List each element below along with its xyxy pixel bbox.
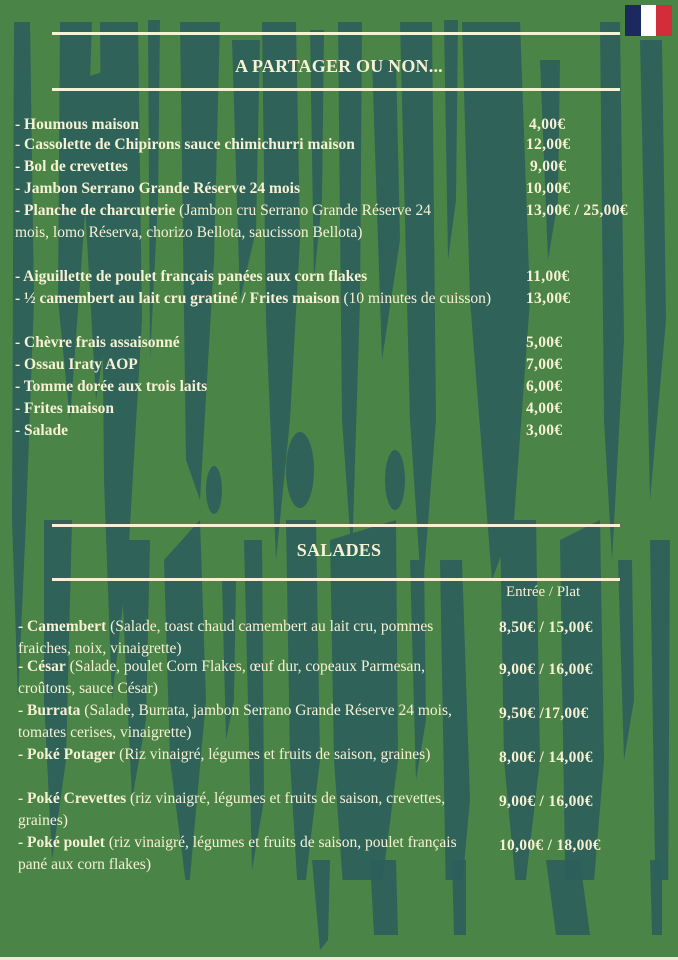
menu-item-tomme: - Tomme dorée aux trois laits xyxy=(15,378,208,395)
price-poke-crevettes: 9,00€ / 16,00€ xyxy=(499,793,593,810)
menu-item-aiguillette: - Aiguillette de poulet français panées aux corn flakes xyxy=(15,268,368,285)
price-salade-cesar: 9,00€ / 16,00€ xyxy=(499,661,593,678)
section-divider-bottom xyxy=(52,88,620,91)
section-title-salades: SALADES xyxy=(296,540,382,560)
menu-item-chevre: - Chèvre frais assaisonné xyxy=(15,334,180,351)
price-chevre: 5,00€ xyxy=(526,334,563,351)
section-divider-bottom xyxy=(52,578,620,581)
menu-item-salade-burrata: - Burrata (Salade, Burrata, jambon Serrano Grande Réserve 24 mois, tomates cerises, vinaigrette) xyxy=(18,702,452,741)
flag-stripe-white xyxy=(641,5,657,36)
section-divider-top xyxy=(52,32,620,35)
menu-item-poke-crevettes: - Poké Crevettes (riz vinaigré, légumes et fruits de saison, crevettes, graines) xyxy=(18,790,446,829)
price-camembert-gratine: 13,00€ xyxy=(526,290,571,307)
menu-item-jambon: - Jambon Serrano Grande Réserve 24 mois xyxy=(15,180,300,197)
price-poke-potager: 8,00€ / 14,00€ xyxy=(499,749,593,766)
price-salade: 3,00€ xyxy=(526,422,563,439)
price-tomme: 6,00€ xyxy=(526,378,563,395)
price-ossau-iraty: 7,00€ xyxy=(526,356,563,373)
price-salade-burrata: 9,50€ /17,00€ xyxy=(499,705,589,722)
menu-item-camembert-gratine: - ½ camembert au lait cru gratiné / Frites maison (10 minutes de cuisson) xyxy=(15,290,492,307)
price-chipirons: 12,00€ xyxy=(526,136,571,153)
price-column-header: Entrée / Plat xyxy=(506,584,581,600)
price-frites: 4,00€ xyxy=(526,400,563,417)
menu-item-houmous: - Houmous maison xyxy=(15,116,140,133)
flag-stripe-blue xyxy=(625,5,641,36)
menu-item-frites: - Frites maison xyxy=(15,400,115,417)
price-aiguillette: 11,00€ xyxy=(526,268,570,285)
price-planche: 13,00€ / 25,00€ xyxy=(526,202,628,219)
menu-item-poke-potager: - Poké Potager (Riz vinaigré, légumes et fruits de saison, graines) xyxy=(18,746,431,763)
menu-item-crevettes: - Bol de crevettes xyxy=(15,158,128,175)
menu-item-chipirons: - Cassolette de Chipirons sauce chimichurri maison xyxy=(15,136,355,153)
flag-stripe-red xyxy=(656,5,672,36)
section-title-partager: A PARTAGER OU NON... xyxy=(235,56,443,76)
menu-item-planche: - Planche de charcuterie (Jambon cru Serrano Grande Réserve 24 mois, lomo Réserva, chorizo Bellota, saucisson Bellota) xyxy=(15,202,431,241)
menu-item-ossau-iraty: - Ossau Iraty AOP xyxy=(15,356,138,373)
menu-item-salade-camembert: - Camembert (Salade, toast chaud camembert au lait cru, pommes fraiches, noix, vinaigrette) xyxy=(18,618,434,657)
section-divider-top xyxy=(52,524,620,527)
price-crevettes: 9,00€ xyxy=(530,158,567,175)
price-salade-camembert: 8,50€ / 15,00€ xyxy=(499,619,593,636)
menu-item-salade-cesar: - César (Salade, poulet Corn Flakes, œuf dur, copeaux Parmesan, croûtons, sauce César) xyxy=(18,658,426,697)
price-jambon: 10,00€ xyxy=(526,180,571,197)
menu-item-poke-poulet: - Poké poulet (riz vinaigré, légumes et fruits de saison, poulet français pané aux corn flakes) xyxy=(18,834,457,873)
france-flag-icon[interactable] xyxy=(625,5,672,36)
price-houmous: 4,00€ xyxy=(529,116,566,133)
menu-item-salade: - Salade xyxy=(15,422,68,439)
price-poke-poulet: 10,00€ / 18,00€ xyxy=(499,837,601,854)
